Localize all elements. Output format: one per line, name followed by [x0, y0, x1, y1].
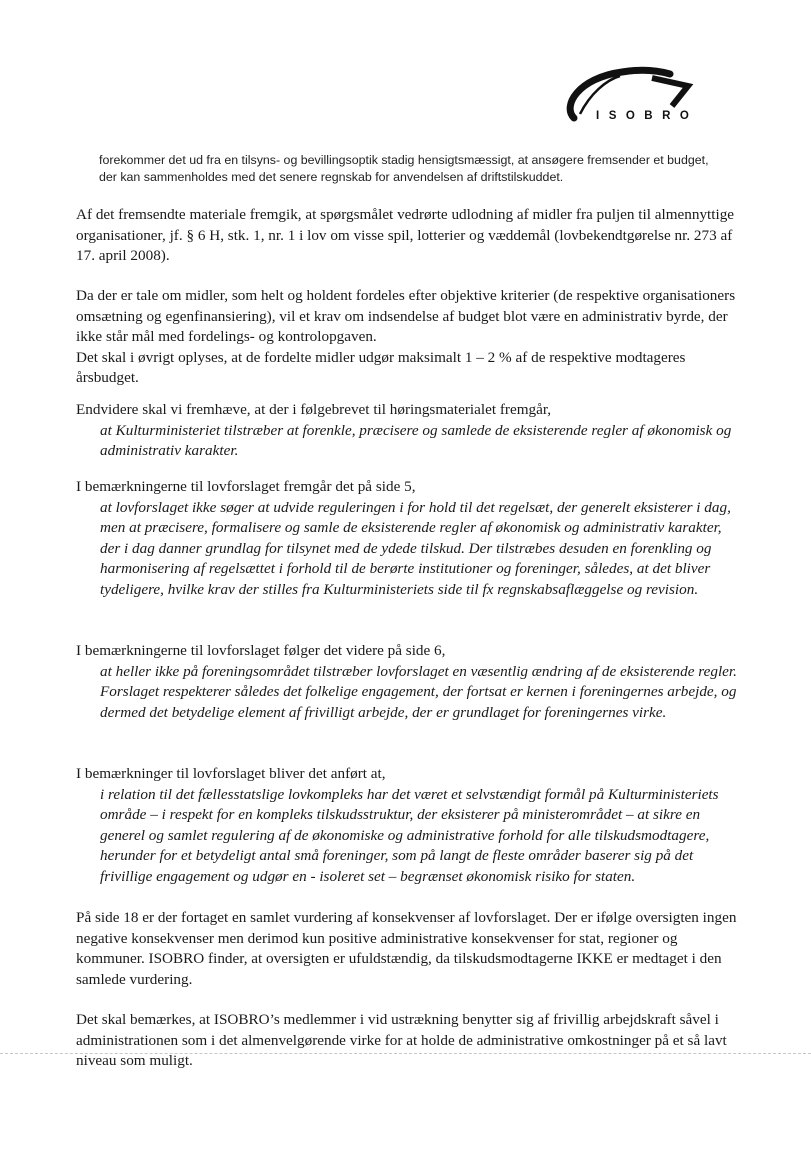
paragraph-remarks-page6-lead: I bemærkningerne til lovforslaget følger det videre på side 6,: [76, 642, 446, 659]
logo-wordmark: ISOBRO: [596, 110, 699, 122]
paragraph-cover-letter-lead: Endvidere skal vi fremhæve, at der i følgebrevet til høringsmaterialet fremgår,: [76, 401, 552, 418]
paragraph-volunteers: Det skal bemærkes, at ISOBRO’s medlemmer i vid ustrækning benytter sig af frivillig arbejdskraft såvel i administrationen som i det almenvelgørende virke for at holde de administrative omkostninger på et så lavt niveau som muligt.: [76, 1011, 727, 1069]
quote-remarks-page6: at heller ikke på foreningsområdet tilstræber lovforslaget en væsentlig ændring af de eksisterende regler. Forslaget respekterer således det folkelige engagement, der fortsat er kernen i foreningernes arbejde, og dermed det betydelige element af frivilligt arbejde, der er grundlaget for foreningernes virke.: [100, 662, 737, 721]
paragraph-remarks-stated: [76, 764, 744, 887]
paragraph-material: Af det fremsendte materiale fremgik, at spørgsmålet vedrørte udlodning af midler fra puljen til almennyttige organisationer, jf. § 6 H, stk. 1, nr. 1 i lov om visse spil, lotterier og væddemål (lovbekendtgørelse nr. 273 af 17. april 2008).: [76, 206, 735, 264]
intro-fragment: forekommer det ud fra en tilsyns- og bevillingsoptik stadig hensigtsmæssigt, at ansøgere fremsender et budget, der kan sammenholdes med det senere regnskab for anvendelsen af driftstilskuddet.: [99, 153, 709, 184]
paragraph-objective-criteria-note: Det skal i øvrigt oplyses, at de fordelte midler udgør maksimalt 1 – 2 % af de respektive modtageres årsbudget.: [76, 348, 686, 386]
quote-remarks-stated: i relation til det fællesstatslige lovkompleks har det været et selvstændigt formål på Kulturministeriets område – i respekt for en kompleks tilskudsstruktur, der eksisterer på ministerområdet – at sikre en generel og samlet regulering af de økonomiske og administrative forhold for alle tilskudsmodtagere, herunder for et betydeligt antal små foreninger, som på langt de fleste områder baserer sig på det frivillige engagement og udgør en - isoleret set – begrænset økonomisk risiko for staten.: [100, 785, 719, 885]
paragraph-consequences: På side 18 er der fortaget en samlet vurdering af konsekvenser af lovforslaget. Der er ifølge oversigten ingen negative konsekvenser men derimod kun positive administrative konsekvenser for stat, regioner og kommuner. ISOBRO finder, at oversigten er ufuldstændig, da tilskudsmodtagerne IKKE er medtaget i den samlede vurdering.: [76, 909, 737, 988]
paragraph-remarks-page5-lead: I bemærkningerne til lovforslaget fremgår det på side 5,: [76, 478, 416, 495]
paragraph-remarks-page5: [76, 477, 744, 600]
paragraph-remarks-stated-lead: I bemærkninger til lovforslaget bliver det anført at,: [76, 765, 386, 782]
paragraph-remarks-page6: [76, 641, 744, 723]
paragraph-objective-criteria: [76, 286, 744, 389]
scan-artifact-line: [0, 1053, 811, 1054]
quote-cover-letter: at Kulturministeriet tilstræber at forenkle, præcisere og samlede de eksisterende regler af økonomisk og administrativ karakter.: [100, 421, 732, 459]
quote-remarks-page5: at lovforslaget ikke søger at udvide reguleringen i for hold til det regelsæt, der generelt eksisterer i dag, men at præcisere, formalisere og samle de eksisterende regler af økonomisk og administrativ karakter, der i dag danner grundlag for tilsynet med de ydede tilskud. Der tilstræbes desuden en forenkling og harmonisering af regelsættet i forhold til de berørte institutioner og foreninger, således, at det bliver tydeligere, hvilke krav der stilles fra Kulturministeriets side til fx regnskabsaflæggelse og revision.: [100, 498, 731, 598]
isobro-logo: [560, 66, 705, 126]
paragraph-cover-letter: [76, 400, 744, 462]
paragraph-objective-criteria-text: Da der er tale om midler, som helt og holdent fordeles efter objektive kriterier (de respektive organisationers omsætning og egenfinansiering), vil et krav om indsendelse af budget blot være en administrativ byrde, der ikke står mål med fordelings- og kontrolopgaven.: [76, 287, 736, 345]
